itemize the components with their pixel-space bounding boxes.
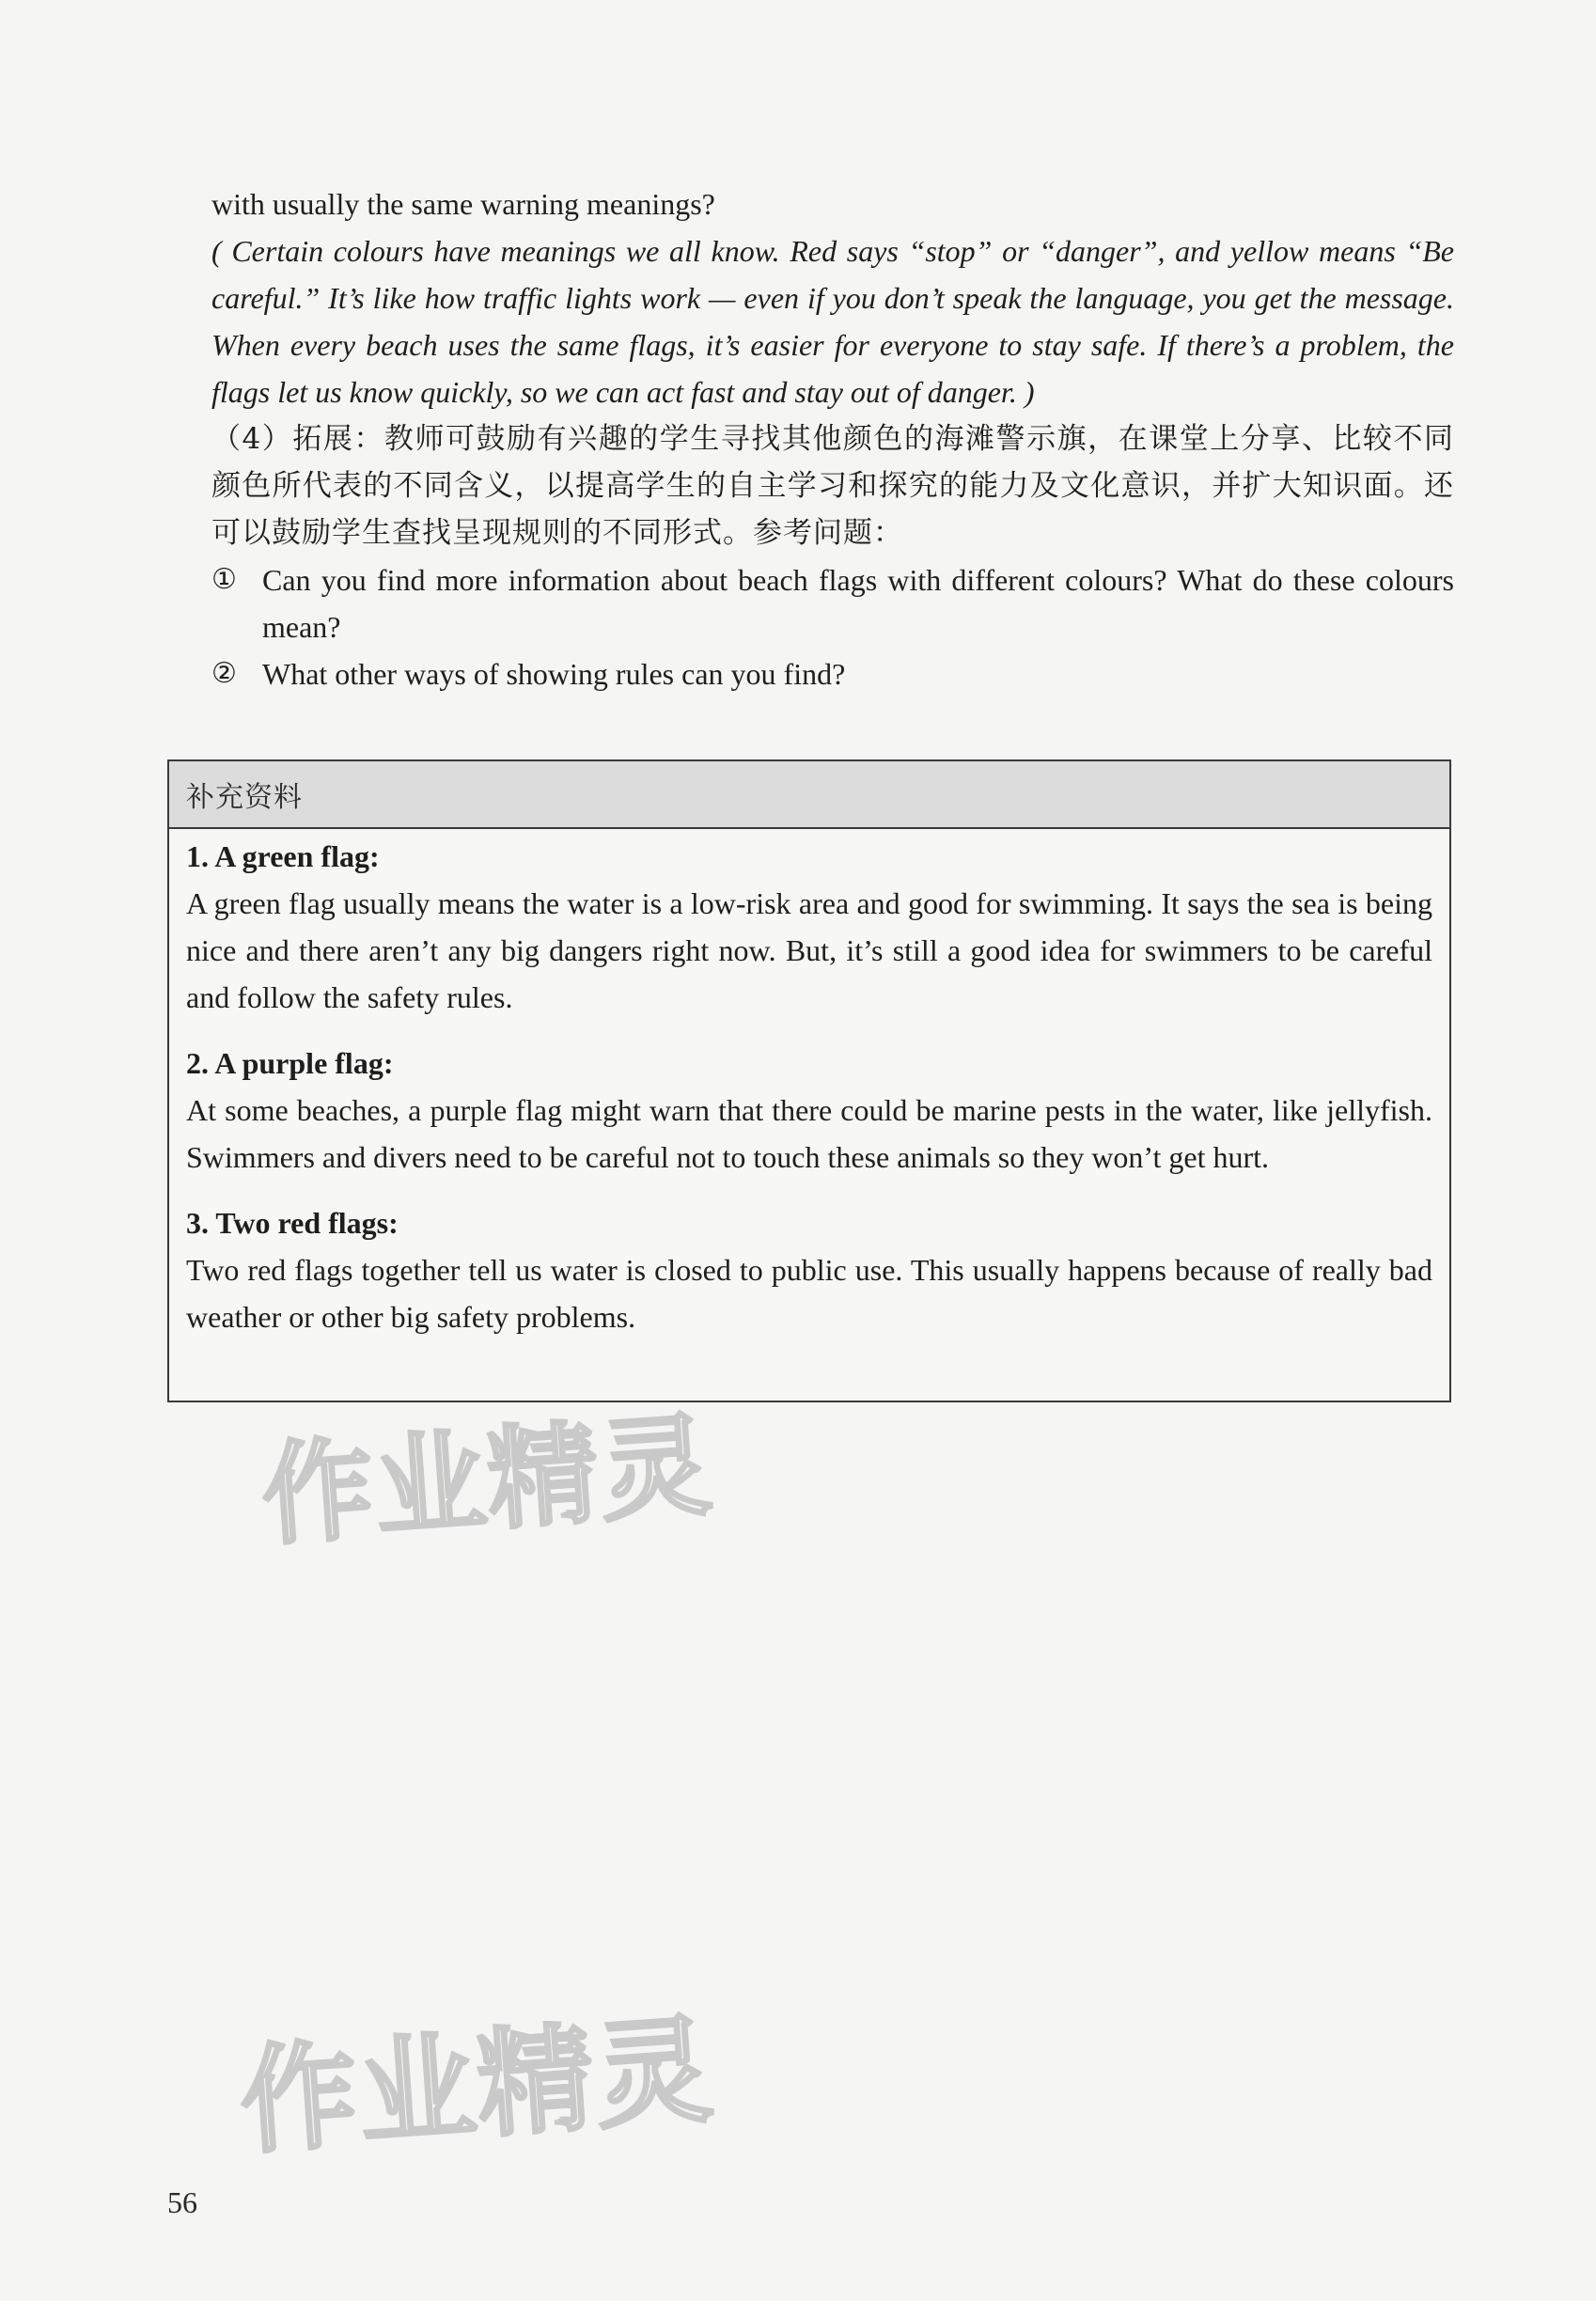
italic-answer: ( Certain colours have meanings we all know. Red says “stop” or “danger”, and yellow means “Be careful.” It’s like how traffic lights work — even if you don’t speak the language, you get the message. When every beach uses the same flags, it’s easier for everyone to stay safe. If there’s a problem, the flags let us know quickly, so we can act fast and stay out of danger. ): [211, 234, 1454, 409]
question-item: [211, 556, 1454, 650]
supplement-item-text: A green flag usually means the water is a low-risk area and good for swimming. It says the sea is being nice and there aren’t any big dangers right now. But, it’s still a good idea for swimmers to be careful and follow the safety rules.: [186, 886, 1432, 1014]
question-item: [211, 650, 1454, 697]
supplement-item-title: 1. A green flag:: [186, 839, 380, 873]
extension-paragraph: （4）拓展：教师可鼓励有兴趣的学生寻找其他颜色的海滩警示旗，在课堂上分享、比较不同颜色所代表的不同含义，以提高学生的自主学习和探究的能力及文化意识，并扩大知识面。还可以鼓励学生查找呈现规则的不同形式。参考问题：: [211, 422, 1454, 550]
question-text: Can you find more information about beach flags with different colours? What do these colours mean?: [262, 563, 1454, 644]
supplement-item-title: 3. Two red flags:: [186, 1206, 399, 1240]
supplement-item: [186, 1199, 1432, 1340]
intro-line: with usually the same warning meanings?: [211, 187, 715, 221]
supplement-item-text: At some beaches, a purple flag might warn that there could be marine pests in the water, like jellyfish. Swimmers and divers need to be careful not to touch these animals so they won’t get hurt.: [186, 1093, 1432, 1174]
supplement-item-text: Two red flags together tell us water is closed to public use. This usually happens because of really bad weather or other big safety problems.: [186, 1253, 1432, 1334]
supplement-item: [186, 1040, 1432, 1181]
watermark: 作业精灵: [258, 1400, 717, 1561]
question-number: ①: [211, 563, 237, 596]
watermark: 作业精灵: [236, 2002, 719, 2171]
supplement-body: [169, 829, 1449, 1340]
supplement-box: [167, 759, 1451, 1402]
question-text: What other ways of showing rules can you find?: [262, 657, 846, 691]
supplement-item: [186, 833, 1432, 1021]
page-number: 56: [167, 2185, 197, 2219]
supplement-item-title: 2. A purple flag:: [186, 1046, 394, 1080]
supplement-header: 补充资料: [169, 761, 1449, 829]
question-number: ②: [211, 657, 237, 690]
main-text: [211, 180, 1454, 697]
